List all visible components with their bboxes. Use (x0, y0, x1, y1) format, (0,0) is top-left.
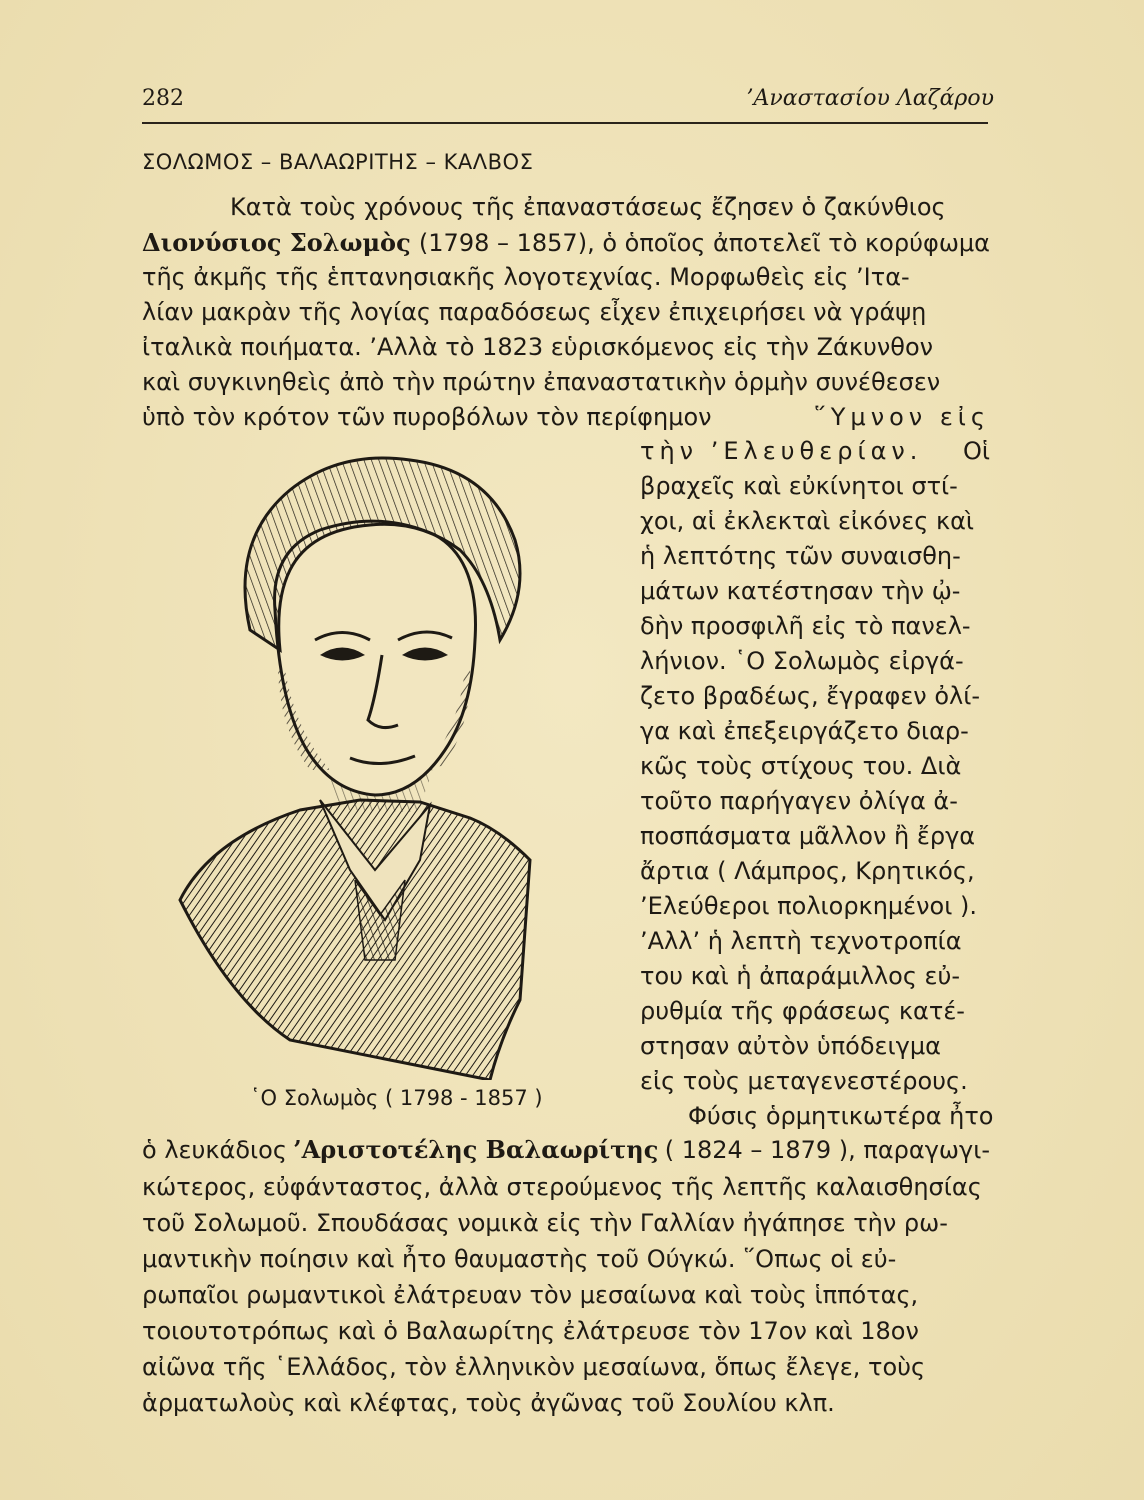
name-bold: ’Αριστοτέλης Βαλαωρίτης (293, 1135, 659, 1164)
paragraph-line: βραχεῖς καὶ εὐκίνητοι στί- (640, 472, 958, 500)
paragraph-line: τῆς ἀκμῆς τῆς ἑπτανησιακῆς λογοτεχνίας. Μορφωθεὶς εἰς ’Ιτα- (142, 263, 910, 291)
name-bold: Διονύσιος Σολωμὸς (142, 228, 411, 257)
paragraph-line: αἰῶνα τῆς ῾Ελλάδος, τὸν ἑλληνικὸν μεσαίωνα, ὅπως ἔλεγε, τοὺς (142, 1353, 926, 1381)
paragraph-line: κῶς τοὺς στίχους του. Διὰ (640, 752, 962, 780)
text-span: (1798 – 1857), ὁ ὁποῖος ἀποτελεῖ τὸ κορύφωμα (418, 229, 990, 257)
section-title: ΣΟΛΩΜΟΣ – ΒΑΛΑΩΡΙΤΗΣ – ΚΑΛΒΟΣ (142, 150, 534, 174)
portrait-caption: ῾Ο Σολωμὸς ( 1798 - 1857 ) (250, 1086, 543, 1110)
running-head: ’Αναστασίου Λαζάρου (746, 86, 994, 111)
paragraph-line: ’Ελεύθεροι πολιορκημένοι ). (640, 892, 977, 920)
paragraph-line: ποσπάσματα μᾶλλον ἢ ἔργα (640, 822, 976, 850)
poem-title-spaced: τὴν ’Ελευθερίαν. (640, 437, 923, 465)
paragraph-line: τοιουτοτρόπως καὶ ὁ Βαλαωρίτης ἐλάτρευσε τὸν 17ον καὶ 18ον (142, 1317, 919, 1345)
paragraph-line: στησαν αὐτὸν ὑπόδειγμα (640, 1032, 941, 1060)
paragraph-line: ἄρτια ( Λάμπρος, Κρητικός, (640, 857, 975, 885)
text-span: ( 1824 – 1879 ), παραγωγι- (664, 1136, 990, 1164)
paragraph-line: ἡ λεπτότης τῶν συναισθη- (640, 542, 961, 570)
paragraph-line: μαντικὴν ποίησιν καὶ ἦτο θαυμαστὴς τοῦ Ούγκώ. ῞Οπως οἱ εὐ- (142, 1245, 897, 1273)
text-span: ὑπὸ τὸν κρότον τῶν πυροβόλων τὸν περίφημον (142, 403, 712, 431)
paragraph-line: γα καὶ ἐπεξειργάζετο διαρ- (640, 717, 969, 745)
paragraph-line: καὶ συγκινηθεὶς ἀπὸ τὴν πρώτην ἐπαναστατικὴν ὁρμὴν συνέθεσεν (142, 368, 941, 396)
paragraph-line: ἰταλικὰ ποιήματα. ’Αλλὰ τὸ 1823 εὑρισκόμενος εἰς τὴν Ζάκυνθον (142, 333, 934, 361)
text-span: Κατὰ τοὺς χρόνους τῆς ἐπαναστάσεως ἔζησεν ὁ ζακύνθιος (230, 193, 946, 221)
paragraph-line: δὴν προσφιλῆ εἰς τὸ πανελ- (640, 612, 971, 640)
paragraph-line: ’Αλλ’ ἡ λεπτὴ τεχνοτροπία (640, 927, 962, 955)
header-rule (142, 122, 988, 124)
paragraph-line: του καὶ ἡ ἀπαράμιλλος εὐ- (640, 962, 961, 990)
text-span: ὁ λευκάδιος (142, 1136, 287, 1164)
paragraph-line: τοῦτο παρήγαγεν ὀλίγα ἀ- (640, 787, 958, 815)
paragraph-line: Φύσις ὁρμητικωτέρα ἦτο (688, 1102, 994, 1130)
paragraph-line: ρυθμία τῆς φράσεως κατέ- (640, 997, 965, 1025)
paragraph-line (640, 434, 990, 468)
paragraph-line: εἰς τοὺς μεταγενεστέρους. (640, 1067, 968, 1095)
paragraph-line (142, 190, 990, 224)
paragraph-line: κώτερος, εὐφάνταστος, ἀλλὰ στερούμενος τῆς λεπτῆς καλαισθησίας (142, 1173, 982, 1201)
paragraph-line: τοῦ Σολωμοῦ. Σπουδάσας νομικὰ εἰς τὴν Γαλλίαν ἠγάπησε τὴν ρω- (142, 1209, 948, 1237)
paragraph-line: ρωπαῖοι ρωμαντικοὶ ἐλάτρευαν τὸν μεσαίωνα καὶ τοὺς ἱππότας, (142, 1281, 919, 1309)
paragraph-line: χοι, αἱ ἐκλεκταὶ εἰκόνες καὶ (640, 507, 975, 535)
text-span: Οἱ (962, 437, 990, 465)
paragraph-line: μάτων κατέστησαν τὴν ᾠ- (640, 577, 961, 605)
page-number: 282 (142, 86, 184, 111)
paragraph-line: λίαν μακρὰν τῆς λογίας παραδόσεως εἶχεν ἐπιχειρήσει νὰ γράψῃ (142, 298, 927, 326)
coat-shape (180, 800, 530, 1080)
paragraph-line: λήνιον. ῾Ο Σολωμὸς εἰργά- (640, 647, 964, 675)
poem-title-spaced: ῞Υμνον εἰς (813, 403, 990, 431)
paragraph-line: ἁρματωλοὺς καὶ κλέφτας, τοὺς ἀγῶνας τοῦ Σουλίου κλπ. (142, 1389, 835, 1417)
paragraph-line (142, 1133, 990, 1167)
paragraph-line (142, 226, 990, 260)
paragraph-line (142, 400, 990, 434)
portrait-engraving (170, 440, 610, 1080)
paragraph-line: ζετο βραδέως, ἔγραφεν ὀλί- (640, 682, 980, 710)
